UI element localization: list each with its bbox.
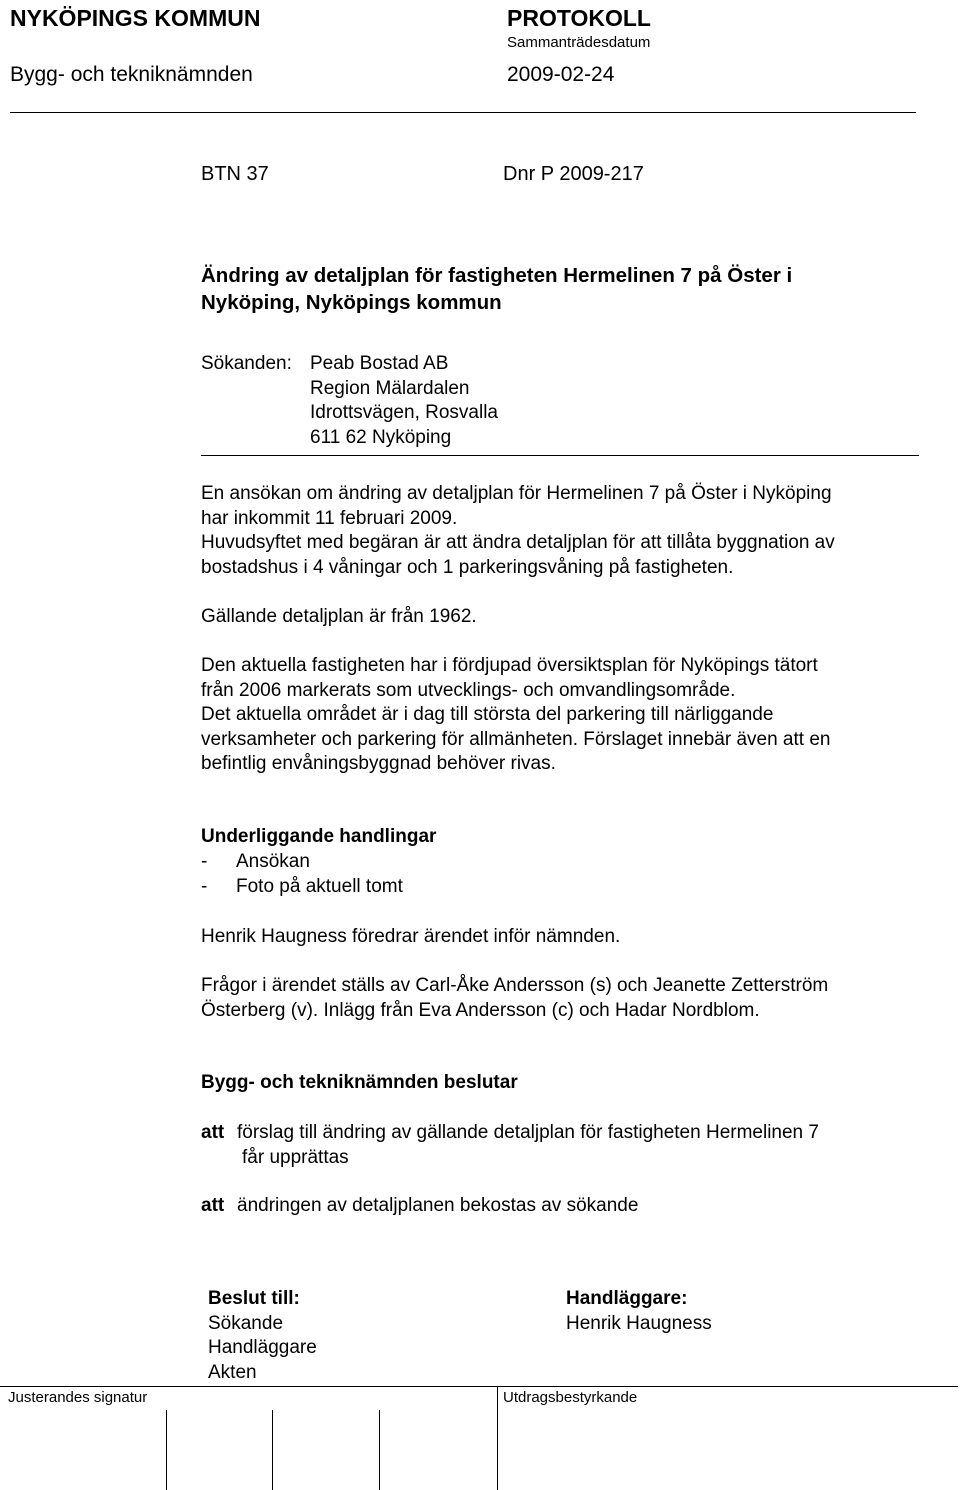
text-line: Det aktuella området är i dag till största del parkering till närliggande (201, 704, 774, 725)
case-dnr: Dnr P 2009-217 (503, 163, 644, 185)
extract-label: Utdragsbestyrkande (503, 1389, 638, 1406)
text-line: Den aktuella fastigheten har i fördjupad översiktsplan för Nyköpings tätort (201, 655, 818, 676)
text-line: Österberg (v). Inlägg från Eva Andersson (c) och Hadar Nordblom. (201, 999, 760, 1021)
decision-text: ändringen av detaljplanen bekostas av sökande (237, 1195, 639, 1216)
decision-text: får upprättas (242, 1146, 349, 1168)
handler-label: Handläggare: (566, 1288, 688, 1309)
decision-text: förslag till ändring av gällande detaljplan för fastigheten Hermelinen 7 (237, 1122, 819, 1143)
handler-name: Henrik Haugness (566, 1312, 712, 1334)
distribution-item: Sökande (208, 1312, 284, 1334)
list-item: - Foto på aktuell tomt (201, 875, 403, 897)
applicant-address (310, 352, 498, 450)
applicant-line: Idrottsvägen, Rosvalla (310, 402, 498, 423)
text-line: verksamheter och parkering för allmänheten. Förslaget innebär även att en (201, 728, 831, 750)
distribution-to (208, 1287, 317, 1385)
text-line: har inkommit 11 februari 2009. (201, 507, 458, 529)
applicant-label: Sökanden: (201, 353, 292, 374)
signature-box-divider (166, 1410, 167, 1490)
documents-list (201, 850, 403, 899)
text-line: En ansökan om ändring av detaljplan för Hermelinen 7 på Öster i Nyköping (201, 483, 832, 504)
presenter-text: Henrik Haugness föredrar ärendet inför nämnden. (201, 926, 621, 947)
applicant-divider (201, 455, 919, 456)
footer-divider (0, 1386, 958, 1387)
header-divider (10, 112, 916, 113)
decision-keyword: att (201, 1122, 225, 1143)
decision-item (201, 1194, 638, 1219)
title-line: Ändring av detaljplan för fastigheten Hermelinen 7 på Öster i (201, 264, 793, 287)
text-line: Huvudsyftet med begäran är att ändra detaljplan för att tillåta byggnation av (201, 532, 835, 553)
distribution-label: Beslut till: (208, 1288, 300, 1309)
documents-heading: Underliggande handlingar (201, 826, 437, 847)
document-type: PROTOKOLL (507, 5, 651, 31)
signature-box-divider (272, 1410, 273, 1490)
org-name: NYKÖPINGS KOMMUN (10, 5, 261, 31)
distribution-item: Akten (208, 1361, 257, 1383)
text-line: Frågor i ärendet ställs av Carl-Åke Andersson (s) och Jeanette Zetterström (201, 975, 829, 996)
applicant-line: 611 62 Nyköping (310, 426, 452, 448)
text-line: Gällande detaljplan är från 1962. (201, 606, 477, 627)
text-line: befintlig envåningsbyggnad behöver rivas. (201, 753, 556, 774)
handler-block (566, 1287, 712, 1336)
applicant-line: Peab Bostad AB (310, 353, 449, 374)
paragraph-current-plan (201, 605, 931, 630)
text-line: bostadshus i 4 våningar och 1 parkeringsvåning på fastigheten. (201, 556, 734, 578)
signature-label: Justerandes signatur (8, 1389, 148, 1406)
case-number: BTN 37 (201, 163, 269, 185)
case-title (201, 262, 931, 316)
paragraph-application (201, 482, 931, 580)
text-line: från 2006 markerats som utvecklings- och omvandlingsområde. (201, 679, 736, 701)
paragraph-background (201, 654, 931, 777)
meeting-date: 2009-02-24 (507, 63, 615, 86)
decision-item (201, 1121, 819, 1170)
distribution-item: Handläggare (208, 1337, 317, 1358)
decision-heading: Bygg- och tekniknämnden beslutar (201, 1072, 518, 1093)
committee-name: Bygg- och tekniknämnden (10, 63, 253, 86)
title-line: Nyköping, Nyköpings kommun (201, 291, 502, 314)
applicant-line: Region Mälardalen (310, 377, 470, 399)
signature-box-divider (379, 1410, 380, 1490)
decision-keyword: att (201, 1195, 225, 1216)
paragraph-questions (201, 974, 931, 1023)
signature-box-divider (497, 1386, 498, 1490)
list-item: - Ansökan (201, 851, 310, 872)
date-label: Sammanträdesdatum (507, 34, 651, 51)
